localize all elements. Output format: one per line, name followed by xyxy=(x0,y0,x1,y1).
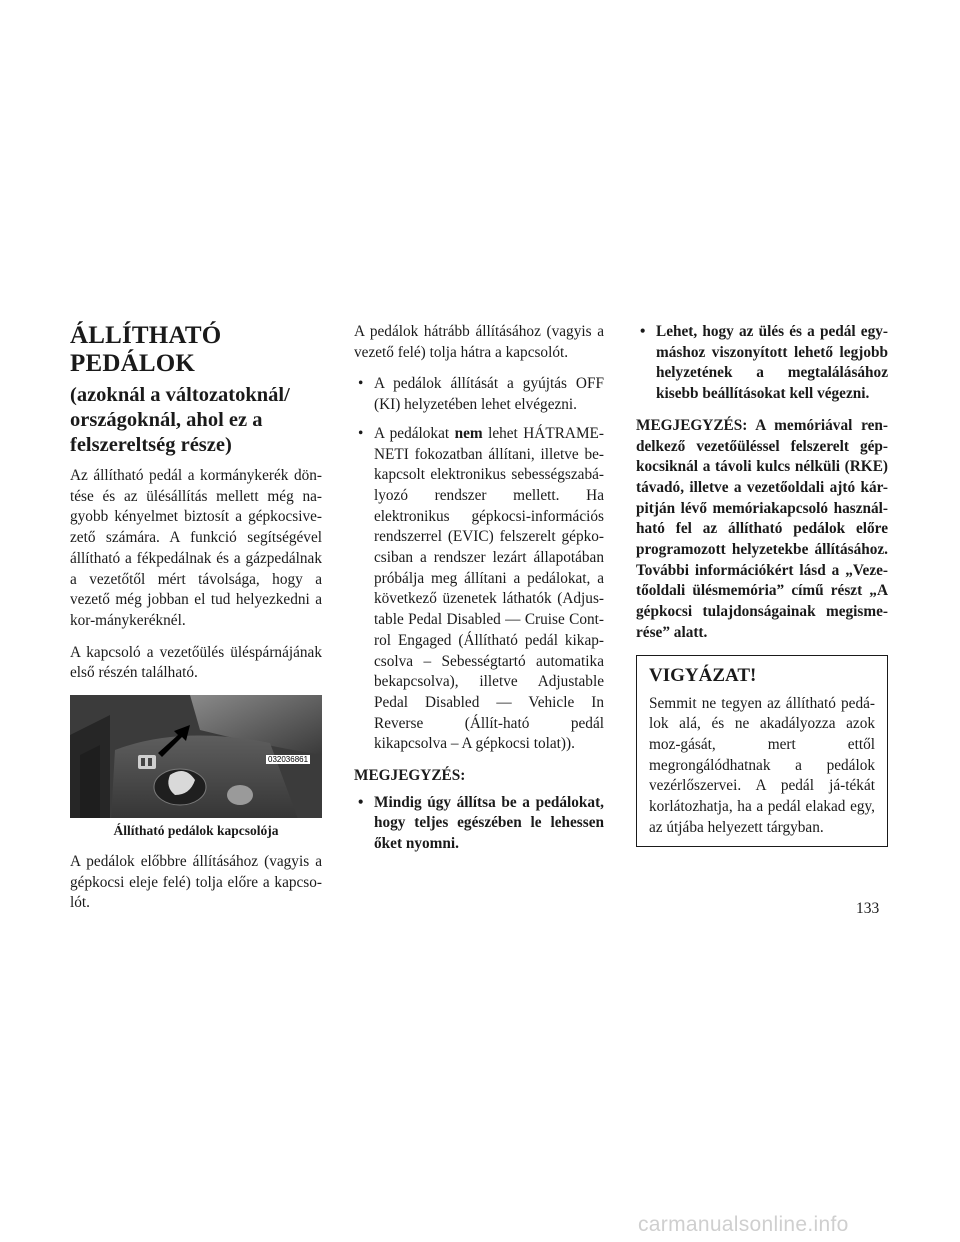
subtitle-line-2: országoknál, ahol ez a xyxy=(70,409,263,431)
subtitle-line-1: (azoknál a változatoknál/ xyxy=(70,384,290,406)
bullet-text: lehet HÁTRAME-NETI fokozatban állítani, illetve be-kapcsolt elektronikus sebességszabá-lyozó rendszer mellett. Ha elektronikus gépkocsi-információs rendszerrel (EVIC) felszerelt gépko-csiban a rendszer lezárt állapotában próbálja meg állítani a pedálokat, a következő üzenetek láthatók (Adjus-table Pedal Disabled — Cruise Cont-rol Engaged (Állítható pedál kikap-csolva – Sebességtartó automatika bekapcsolva), illetve Adjustable Pedal Disabled — Vehicle In Reverse (Állít-ható pedál kikapcsolva – A gépkocsi tolat)). xyxy=(374,424,604,753)
list-item: • Lehet, hogy az ülés és a pedál egy-máshoz viszonyított lehető legjobb helyzetének a megtalálásához kisebb beállításokat kell végezni. xyxy=(636,322,888,405)
note-list-continued xyxy=(636,322,888,405)
warning-box xyxy=(636,655,888,848)
switch-location-paragraph: A kapcsoló a vezetőülés üléspárnájának első részén található. xyxy=(70,643,322,682)
list-item: • A pedálok állítását a gyújtás OFF (KI) helyzetében lehet elvégezni. xyxy=(354,374,604,415)
note-heading: MEGJEGYZÉS: xyxy=(354,767,466,785)
list-item: • Mindig úgy állítsa be a pedálokat, hogy teljes egészében le lehessen őket nyomni. xyxy=(354,793,604,855)
pedal-switch-photo xyxy=(70,695,322,838)
list-item xyxy=(354,424,604,755)
subtitle-line-3: felszereltség része) xyxy=(70,434,232,456)
forward-adjust-paragraph: A pedálok előbbre állításához (vagyis a gépkocsi eleje felé) tolja előre a kapcso-lót. xyxy=(70,853,322,912)
photo-caption-text: Állítható pedálok kapcsolója xyxy=(113,823,279,839)
page-number: 133 xyxy=(856,900,880,917)
warning-title: VIGYÁZAT! xyxy=(649,664,757,686)
memory-note-paragraph: MEGJEGYZÉS: A memóriával ren-delkező vezetőüléssel felszerelt gép-kocsiknál a távoli kulcs nélküli (RKE) távadó, illetve a vezetőoldali ajtó kár-pitján lévő memóriakapcsoló használ-ható fel az állítható pedálok előre programozott helyzetekbe állításához. További információkért lásd a „Veze-tőoldali ülésmemória” című részt „A gépkocsi tulajdonságainak megisme-rése” alatt. xyxy=(636,416,888,641)
rearward-adjust-paragraph: A pedálok hátrább állításához (vagyis a vezető felé) tolja hátra a kapcsolót. xyxy=(354,323,604,361)
section-subtitle xyxy=(70,383,322,458)
note-list xyxy=(354,793,604,855)
column-middle xyxy=(354,322,604,866)
column-right xyxy=(636,322,888,847)
photo-caption xyxy=(70,818,322,840)
bullet-emphasis: nem xyxy=(454,424,483,442)
seat-switch-illustration xyxy=(70,695,322,838)
section-title: ÁLLÍTHATÓ PEDÁLOK xyxy=(70,322,222,377)
warning-text: Semmit ne tegyen az állítható pedá-lok alá, és ne akadályozza azok moz-gását, mert ettől megrongálódhatnak a pedálok vezérlőszervei. A pedál já-tékát korlátozhatja, ha a pedál elakad egy, az útjába helyezett tárgyban. xyxy=(649,694,875,836)
watermark: carmanualsonline.info xyxy=(638,1213,849,1236)
column-left xyxy=(70,322,322,925)
intro-paragraph: Az állítható pedál a kormánykerék dön-tése és az ülésállítás mellett még na-gyobb kényelmet biztosít a gépkocsive-zető számára. A funkció segítségével állítható a fékpedálnak és a gázpedálnak a vezetőtől mért távolsága, hogy a vezető még jobban el tud helyezkedni a kor-mánykeréknél. xyxy=(70,467,322,629)
photo-code: 032036861 xyxy=(268,755,309,764)
conditions-list xyxy=(354,374,604,755)
bullet-text: A pedálokat xyxy=(374,424,455,442)
